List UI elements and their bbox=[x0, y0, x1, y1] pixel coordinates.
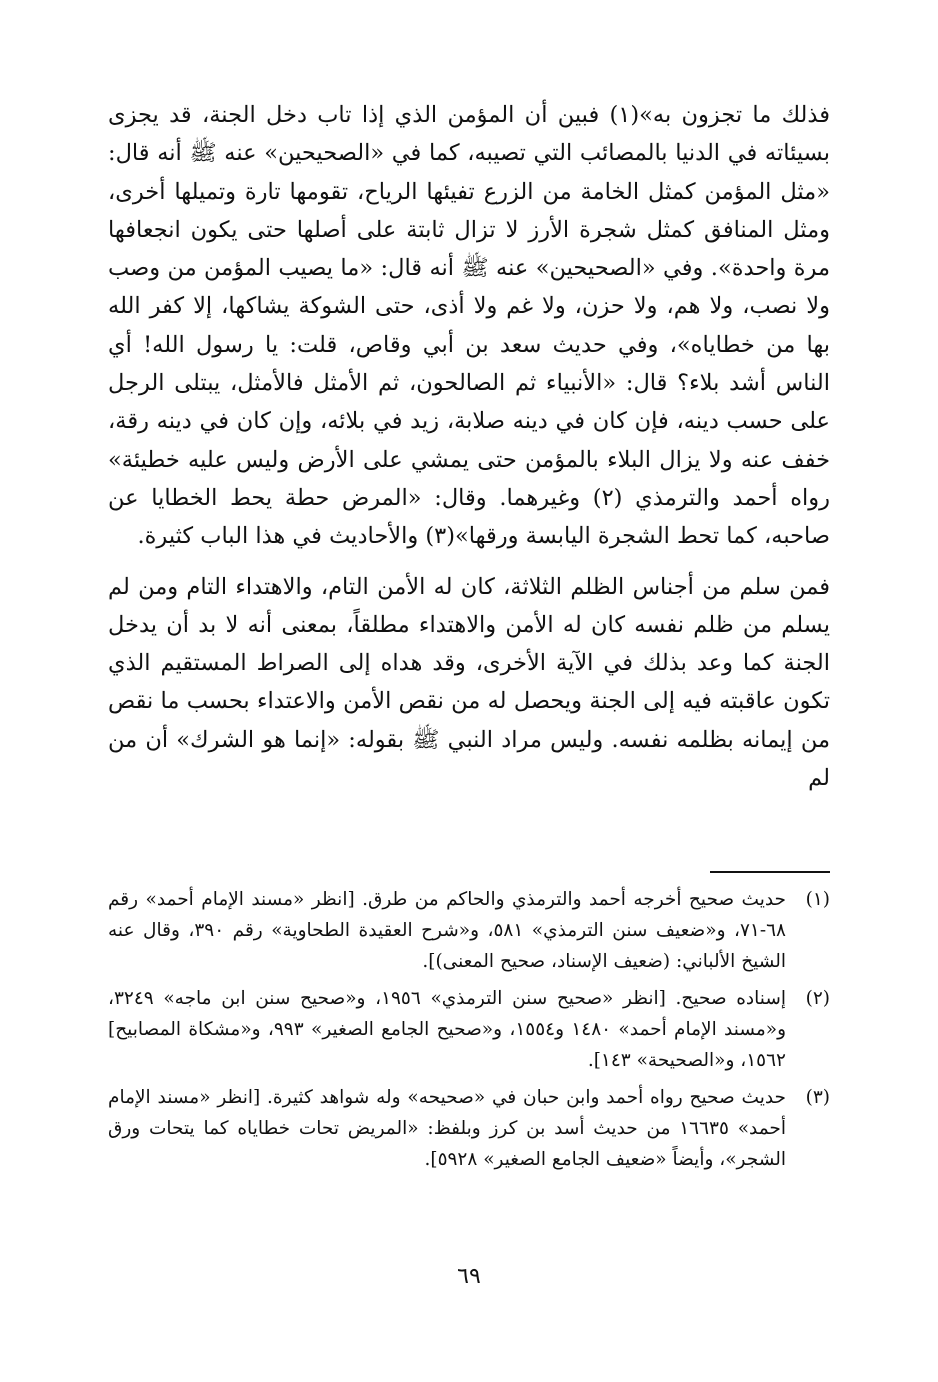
footnotes bbox=[108, 884, 830, 1181]
main-text bbox=[108, 96, 830, 797]
footnote-text: إسناده صحيح. [انظر «صحيح سنن الترمذي» ١٩٥٦، و«صحيح سنن ابن ماجه» ٣٢٤٩، و«مسند الإمام أحمد» ١٤٨٠ و١٥٥٤، و«صحيح الجامع الصغير» ٩٩٣، و«مشكاة المصابيح] ١٥٦٢، و«الصحيحة» ١٤٣]. bbox=[108, 988, 786, 1071]
footnote-separator bbox=[710, 871, 830, 873]
footnote-number: (٣) bbox=[805, 1087, 830, 1108]
body-paragraph-2: فمن سلم من أجناس الظلم الثلاثة، كان له الأمن التام، والاهتداء التام ومن لم يسلم من ظلم نفسه كان له الأمن والاهتداء مطلقاً، بمعنى أنه لا بد أن يدخل الجنة كما وعد بذلك في الآية الأخرى، وقد هداه إلى الصراط المستقيم الذي تكون عاقبته فيه إلى الجنة ويحصل له من نقص الأمن والاعتداء بحسب ما نقص من إيمانه بظلمه نفسه. وليس مراد النبي ﷺ بقوله: «إنما هو الشرك» أن من لم bbox=[108, 573, 830, 792]
footnote-3 bbox=[108, 1082, 830, 1175]
footnote-number: (١) bbox=[805, 889, 830, 910]
footnote-number: (٢) bbox=[805, 988, 830, 1009]
footnote-text: حديث صحيح أخرجه أحمد والترمذي والحاكم من طرق. [انظر «مسند الإمام أحمد» رقم ٦٨-٧١، و«ضعيف سنن الترمذي» ٥٨١، و«شرح العقيدة الطحاوية» رقم ٣٩٠، وقال عنه الشيخ الألباني: (ضعيف الإسناد، صحيح المعنى)]. bbox=[108, 889, 786, 972]
footnote-1 bbox=[108, 884, 830, 977]
page-number: ٦٩ bbox=[457, 1264, 481, 1289]
body-paragraph-1: فذلك ما تجزون به»(١) فبين أن المؤمن الذي إذا تاب دخل الجنة، قد يجزى بسيئاته في الدنيا بالمصائب التي تصيبه، كما في «الصحيحين» عنه ﷺ أنه قال: «مثل المؤمن كمثل الخامة من الزرع تفيئها الرياح، تقومها تارة وتميلها أخرى، ومثل المنافق كمثل شجرة الأرز لا تزال ثابتة على أصلها حتى يكون انجعافها مرة واحدة». وفي «الصحيحين» عنه ﷺ أنه قال: «ما يصيب المؤمن من وصب ولا نصب، ولا هم، ولا حزن، ولا غم ولا أذى، حتى الشوكة يشاكها، إلا كفر الله بها من خطاياه»، وفي حديث سعد بن أبي وقاص، قلت: يا رسول الله! أي الناس أشد بلاء؟ قال: «الأنبياء ثم الصالحون، ثم الأمثل فالأمثل، يبتلى الرجل على حسب دينه، فإن كان في دينه صلابة، زيد في بلائه، وإن كان في دينه رقة، خفف عنه ولا يزال البلاء بالمؤمن حتى يمشي على الأرض وليس عليه خطيئة» رواه أحمد والترمذي (٢) وغيرهما. وقال: «المرض حطة يحط الخطايا عن صاحبه، كما تحط الشجرة اليابسة ورقها»(٣) والأحاديث في هذا الباب كثيرة. bbox=[108, 102, 830, 550]
footnote-2 bbox=[108, 983, 830, 1076]
footnote-text: حديث صحيح رواه أحمد وابن حبان في «صحيحه» وله شواهد كثيرة. [انظر «مسند الإمام أحمد» ١٦٦٣٥ من حديث أسد بن كرز وبلفظ: «المريض تحات خطاياه كما يتحات ورق الشجر»، وأيضاً «ضعيف الجامع الصغير» ٥٩٢٨]. bbox=[108, 1087, 786, 1170]
